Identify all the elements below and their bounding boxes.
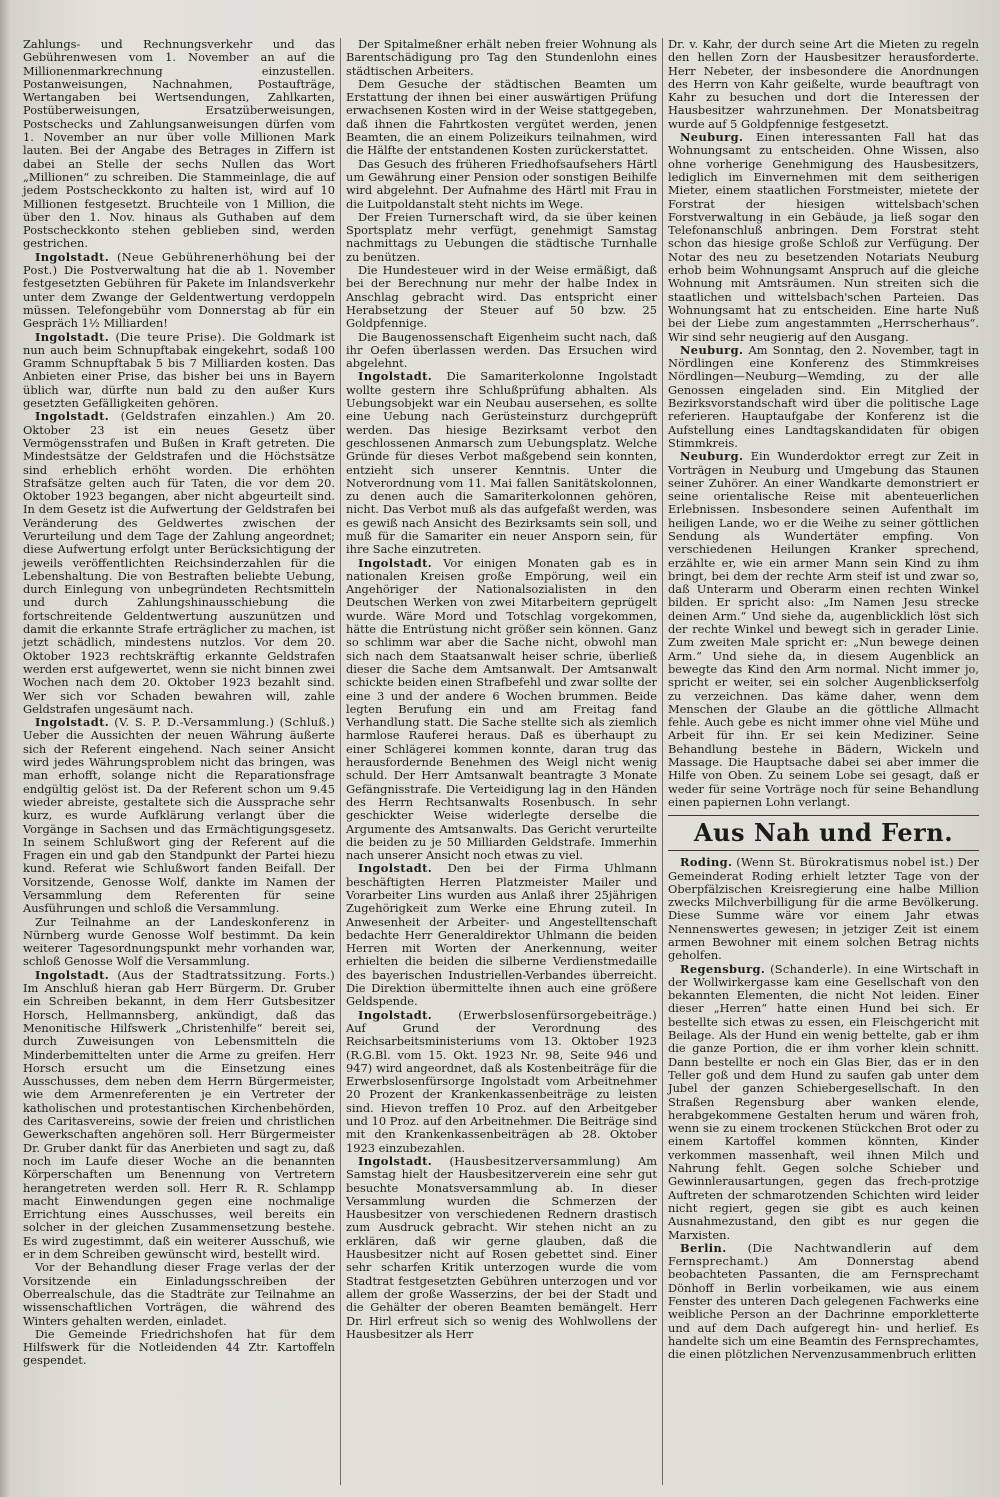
article-dateline: Roding. <box>680 855 733 870</box>
article-text: Das Gesuch des früheren Friedhofsaufsehers Härtl um Gewährung einer Pension oder sonstigen Beihilfe wird abgelehnt. Der Aufnahme des Härtl mit Frau in die Luitpoldanstalt steht nichts im Wege. <box>346 156 657 211</box>
article-paragraph <box>346 370 657 556</box>
article-paragraph <box>346 264 657 330</box>
column-left <box>18 38 340 1485</box>
article-text: Der Freien Turnerschaft wird, da sie über keinen Sportsplatz mehr verfügt, genehmigt Samstag nachmittags zu Uebungen die städtische Turnhalle zu benützen. <box>346 209 657 264</box>
article-paragraph <box>668 344 979 450</box>
article-subject: (Die teure Prise). <box>115 329 226 344</box>
article-subject: (Neue Gebührenerhöhung bei der Post.) <box>23 249 336 278</box>
article-paragraph <box>346 1155 657 1341</box>
article-text: Die Goldmark ist nun auch beim Schnupftabak eingekehrt, sodaß 100 Gramm Schnupftabak 5 bis 7 Milliarden kosten. Das Anbieten einer Prise, das bisher bei uns in Bayern üblich war, dürfte nun bald zu den außer Kurs gesetzten Gefälligkeiten gehören. <box>23 329 336 411</box>
article-paragraph <box>346 158 657 211</box>
article-paragraph <box>668 131 979 344</box>
article-paragraph <box>23 331 335 411</box>
column-middle <box>340 38 662 1485</box>
article-subject: (Geldstrafen einzahlen.) <box>120 409 276 424</box>
article-dateline: Neuburg. <box>680 130 744 145</box>
article-dateline: Ingolstadt. <box>35 967 110 982</box>
article-paragraph <box>668 1242 979 1362</box>
article-text: Den bei der Firma Uhlmann beschäftigten Herren Platzmeister Mailer und Vorarbeiter Lins wurden aus Anlaß ihrer 25jährigen Zugehörigkeit zum Werke eine Ehrung zuteil. In Anwesenheit der Arbeiter- und Angestelltenschaft bedachte Herr Generaldirektor Uhlmann die beiden Herren mit Worten der Anerkennung, weiter erhielten die beiden die silberne Verdienstmedaille des bayerischen Industriellen-Verbandes überreicht. Die Direktion übermittelte ihnen auch eine größere Geldspende. <box>346 861 658 1009</box>
article-paragraph <box>346 557 657 863</box>
article-text: Am Samstag hielt der Hausbesitzerverein eine sehr gut besuchte Monatsversammlung ab. In dieser Versammlung wurden die Schmerzen der Hausbesitzer von verschiedenen Rednern drastisch zum Ausdruck gebracht. Wir stehen nicht an zu erklären, daß wir gerne glauben, daß die Hausbesitzer nicht auf Rosen gebettet sind. Einer sehr scharfen Kritik unterzogen wurde die vom Stadtrat festgesetzten Gebühren unterzogen und vor allem der große Wasserzins, der bei der Stadt und die Gehälter der oberen Beamten bemängelt. Herr Dr. Hirl erfreut sich so wenig des Wohlwollens der Hausbesitzer als Herr <box>346 1153 658 1341</box>
article-text: Ueber die Aussichten der neuen Währung äußerte sich der Referent eingehend. Nach seiner Ansicht wird jedes Währungsproblem nicht das bringen, was man erhofft, solange nicht die Reparationsfrage endgültig gelöst ist. Da der Referent schon um 9.45 wieder abreiste, gestaltete sich die Aussprache sehr kurz, es wurde Aufklärung verlangt über die Vorgänge in Sachsen und das Ermächtigungsgesetz. In seinem Schlußwort ging der Referent auf die Fragen ein und gab den Standpunkt der Partei hiezu kund. Referat wie Schlußwort fanden Beifall. Der Vorsitzende, Genosse Wolf, dankte im Namen der Versammlung dem Referenten für seine Ausführungen und schloß die Versammlung. <box>23 728 335 916</box>
article-paragraph <box>346 78 657 158</box>
article-text: Vor der Behandlung dieser Frage verlas der der Vorsitzende ein Einladungsschreiben der Oberrealschule, das die Stadträte zur Teilnahme an wissenschaftlichen Vorträgen, die während des Winters gehalten werden, einladet. <box>23 1260 335 1328</box>
article-paragraph <box>23 716 335 915</box>
article-paragraph <box>23 38 335 251</box>
article-dateline: Regensburg. <box>680 961 766 976</box>
article-subject: (Schanderle). <box>770 961 852 976</box>
article-text: In eine Wirtschaft in der Wollwirkergasse kam eine Gesellschaft von den bekannten Elementen, die nicht Not leiden. Einer dieser „Herren“ hatte einen Hund bei sich. Er bestellte sich etwas zu essen, ein Fleischgericht mit Beilage. Als der Hund ein wenig bettelte, gab er ihm die ganze Portion, die er ihm vorher klein schnitt. Dann bestellte er noch ein Glas Bier, das er in den Teller goß und dem Hund zu saufen gab unter dem Jubel der ganzen Schiebergesellschaft. In den Straßen Regensburg aber wanken elende, herabgekommene Gestalten herum und wären froh, wenn sie zu einem trockenen Stückchen Brot oder zu einem Kartoffel kommen könnten, Kinder verkommen massenhaft, weil ihnen Milch und Nahrung fehlt. Gegen solche Schieber und Gewinnlerausartungen, gegen das frech-protzige Auftreten der schmarotzenden Schichten wird leider nicht regiert, gegen sie gibt es auch keinen Ausnahmezustand, den gibt es nur gegen die Marxisten. <box>668 961 979 1242</box>
article-text: Der Spitalmeßner erhält neben freier Wohnung als Barentschädigung pro Tag den Stundenlohn eines städtischen Arbeiters. <box>346 38 657 78</box>
article-paragraph <box>346 38 657 78</box>
article-paragraph <box>668 450 979 809</box>
article-subject: (Aus der Stadtratssitzung. Forts.) <box>117 967 336 982</box>
article-paragraph <box>23 969 335 1262</box>
article-paragraph <box>346 862 657 1008</box>
article-text: Am 20. Oktober 23 ist ein neues Gesetz über Vermögensstrafen und Bußen in Kraft getreten. Die Mindestsätze der Geldstrafen und die Höchstsätze sind erheblich erhöht worden. Die erhöhten Strafsätze gelten auch für Taten, die vor dem 20. Oktober 1923 begangen, aber nicht abgeurteilt sind. In dem Gesetz ist die Aufwertung der Geldstrafen bei Veränderung des Geldwertes zwischen der Verurteilung und dem Tage der Zahlung angeordnet; diese Aufwertung erfolgt unter Berücksichtigung der jeweils veröffentlichten Reichsinderzahlen für die Lebenshaltung. Die von Bestraften beliebte Uebung, durch Einlegung von unbegründeten Rechtsmitteln und durch Zahlungshinausschiebung die fortschreitende Geldentwertung auszunützen und damit die erkannte Strafe erträglicher zu machen, ist jetzt schädlich, mindestens nutzlos. Vor dem 20. Oktober 1923 rechtskräftig erkannte Geldstrafen werden erst aufgewertet, wenn sie nicht binnen zwei Wochen nach dem 20. Oktober 1923 bezahlt sind. Wer sich vor Schaden bewahren will, zahle Geldstrafen ungesäumt nach. <box>23 409 336 716</box>
column-container <box>18 38 984 1485</box>
article-text: Die Postverwaltung hat die ab 1. November festgesetzten Gebühren für Pakete im Inlandsverkehr unter dem Zwange der Geldentwertung verdoppeln müssen. Telefongebühr vom Donnerstag ab für ein Gespräch 1½ Milliarden! <box>23 263 335 331</box>
article-dateline: Ingolstadt. <box>35 329 110 344</box>
article-text: Die Samariterkolonne Ingolstadt wollte gestern ihre Schlußprüfung abhalten. Als Uebungsobjekt war ein Neubau ausersehen, es sollte eine Uebung nach Gerüsteinsturz durchgeprüft werden. Das hiesige Bezirksamt verbot den geschlossenen Anmarsch zum Uebungsplatz. Welche Gründe für dieses Verbot maßgebend sein konnten, entzieht sich unserer Kenntnis. Unter die Notverordnung vom 11. Mai fallen Sanitätskolonnen, zu denen auch die Samariterkolonnen gehören, nicht. Das Verbot muß als das aufgefaßt werden, was es gewiß nach Ansicht des Bezirksamts sein soll, und muß für die Samariter ein neuer Ansporn sein, für ihre Sache einzutreten. <box>346 369 658 557</box>
article-subject: (Hausbesitzerversammlung) <box>449 1153 621 1168</box>
article-paragraph <box>23 410 335 716</box>
article-dateline: Ingolstadt. <box>35 409 110 424</box>
article-dateline: Ingolstadt. <box>358 861 433 876</box>
article-paragraph <box>668 963 979 1242</box>
article-text: Dr. v. Kahr, der durch seine Art die Mieten zu regeln den hellen Zorn der Hausbesitzer herausforderte. Herr Nebeter, der insbesondere die Anordnungen des Herrn von Kahr geißelte, wurde beauftragt von Kahr zu besuchen und dort die Interessen der Hausbesitzer wahrzunehmen. Der Monatsbeitrag wurde auf 5 Goldpfennige festgesetzt. <box>668 38 979 131</box>
article-text: Dem Gesuche der städtischen Beamten um Erstattung der ihnen bei einer auswärtigen Prüfung erwachsenen Kosten wird in der Weise stattgegeben, daß ihnen die Fahrtkosten vergütet werden, jenen Beamten, die an einem Polizeikurs teilnahmen, wird die Hälfte der entstandenen Kosten zurückerstattet. <box>346 76 657 158</box>
article-text: Die Baugenossenschaft Eigenheim sucht nach, daß ihr Oefen überlassen werden. Das Ersuchen wird abgelehnt. <box>346 329 657 371</box>
article-paragraph <box>23 251 335 331</box>
article-paragraph <box>668 856 979 962</box>
article-paragraph <box>23 1328 335 1368</box>
article-paragraph <box>23 1261 335 1327</box>
article-text: Im Anschluß hieran gab Herr Bürgerm. Dr. Gruber ein Schreiben bekannt, in dem Herr Gutsbesitzer Horsch, Hellmannsberg, ankündigt, daß das Menonitische Hilfswerk „Christenhilfe“ bereit sei, durch Zuweisungen von Lebensmitteln die Minderbemittelten unter die Arme zu greifen. Herr Horsch ersucht um die Einsetzung eines Ausschusses, dem neben dem Herrn Bürgermeister, wie dem Armenreferenten je ein Vertreter der katholischen und protestantischen Kirchenbehörden, des Caritasvereins, sowie der freien und christlichen Gewerkschaften angehören soll. Herr Bürgermeister Dr. Gruber dankt für das Anerbieten und sagt zu, daß noch im Laufe dieser Woche an die benannten Körperschaften um Benennung von Vertretern herangetreten werden soll. Herr R. R. Schlampp macht Einwendungen gegen eine nochmalige Errichtung eines Ausschusses, weil bereits ein solcher in der gleichen Zusammensetzung bestehe. Es wird zugestimmt, daß ein weiterer Ausschuß, wie er in dem Schreiben gewünscht wird, bestellt wird. <box>23 981 335 1262</box>
section-heading: Aus Nah und Fern. <box>668 815 979 851</box>
article-paragraph <box>668 38 979 131</box>
article-text: Die Gemeinde Friedrichshofen hat für dem Hilfswerk für die Notleidenden 44 Ztr. Kartoffeln gespendet. <box>23 1326 335 1368</box>
article-subject: (Wenn St. Bürokratismus nobel ist.) <box>736 855 954 870</box>
article-paragraph <box>346 211 657 264</box>
article-text: Die Hundesteuer wird in der Weise ermäßigt, daß bei der Berechnung nur mehr der halbe Index in Anschlag gebracht wird. Das entspricht einer Herabsetzung der Steuer auf 50 bzw. 25 Goldpfennige. <box>346 263 657 331</box>
article-dateline: Neuburg. <box>680 449 744 464</box>
page-binding-edge <box>0 0 10 1497</box>
article-dateline: Ingolstadt. <box>358 1153 433 1168</box>
article-text: Am Donnerstag abend beobachteten Passanten, die am Fernsprechamt Dönhoff in Berlin vorbeikamen, wie aus einem Fenster des unteren Dach gelegenen Fachwerks eine weibliche Person an der Dachrinne emporkletterte und auf dem Dach aufgeregt hin- und herlief. Es handelte sich um eine Beamtin des Fernsprechamtes, die einen plötzlichen Nervenzusammenbruch erlitten <box>668 1254 979 1362</box>
article-text: Am Sonntag, den 2. November, tagt in Nördlingen eine Konferenz des Stimmkreises Nördlingen—Neuburg—Wemding, zu der alle Genossen eingeladen sind. Ein Mitglied der Bezirksvorstandschaft wird über die politische Lage referieren. Hauptaufgabe der Konferenz ist die Aufstellung eines Landtagskandidaten für obigen Stimmkreis. <box>668 342 980 450</box>
article-paragraph <box>23 916 335 969</box>
article-text: Zur Teilnahme an der Landeskonferenz in Nürnberg wurde Genosse Wolf bestimmt. Da kein weiterer Tagesordnungspunkt mehr vorhanden war, schloß Genosse Wolf die Versammlung. <box>23 914 335 969</box>
article-dateline: Neuburg. <box>680 342 744 357</box>
article-text: Vor einigen Monaten gab es in nationalen Kreisen große Empörung, weil ein Angehöriger der Nationalsozialisten in den Deutschen Werken von zwei Mitarbeitern geprügelt wurde. Wäre Mord und Totschlag vorgekommen, hätte die Entrüstung nicht größer sein können. Ganz so schlimm war aber die Sache nicht, obwohl man sich nach dem Staatsanwalt heiser schrie, überließ dieser die Sache dem Amtsanwalt. Der Amtsanwalt schickte beiden einen Strafbefehl und zwar sollte der eine 3 und der andere 6 Wochen brummen. Beide legten Berufung ein und am Freitag fand Verhandlung statt. Die Sache stellte sich als ziemlich harmlose Rauferei heraus. Daß es überhaupt zu einer Schlägerei kommen konnte, daran trug das herausfordernde Benehmen des Weigl nicht wenig schuld. Der Herr Amtsanwalt beantragte 3 Monate Gefängnisstrafe. Die Verteidigung lag in den Händen des Herrn Rechtsanwalts Rosenbusch. In sehr geschickter Weise widerlegte derselbe die Argumente des Amtsanwalts. Das Gericht verurteilte die beiden zu je 50 Milliarden Geldstrafe. Immerhin nach unserer Ansicht noch etwas zu viel. <box>346 555 658 863</box>
article-text: Zahlungs- und Rechnungsverkehr und das Gebührenwesen vom 1. November an auf die Millionenmarkrechnung einzustellen. Postanweisungen, Nachnahmen, Postaufträge, Wertangaben bei Wertsendungen, Zahlkarten, Postüberweisungen, Ersatzüberweisungen, Postschecks und Zahlungsanweisungen dürfen vom 1. November an nur über volle Millionen Mark lauten. Bei der Angabe des Betrages in Ziffern ist dabei an Stelle der sechs Nullen das Wort „Millionen“ zu schreiben. Die Stammeinlage, die auf jedem Postscheckkonto zu halten ist, wird auf 10 Millionen festgesetzt. Bruchteile von 1 Million, die über den 1. Nov. hinaus als Guthaben auf dem Postscheckkonto stehen geblieben sind, werden gestrichen. <box>23 38 335 251</box>
article-dateline: Ingolstadt. <box>358 1007 433 1022</box>
article-text: Ein Wunderdoktor erregt zur Zeit in Vorträgen in Neuburg und Umgebung das Staunen seiner Zuhörer. An einer Wandkarte demonstriert er seine orientalische Reise mit abenteuerlichen Erlebnissen. Insbesondere seinen Aufenthalt im heiligen Lande, wo er die Weihe zu seiner göttlichen Sendung als Wundertäter empfing. Von verschiedenen Heilungen Kranker sprechend, erzählte er, wie ein armer Mann sein Kind zu ihm bringt, bei dem der rechte Arm steif ist und zwar so, daß Unterarm und Oberarm einen rechten Winkel bilden. Er spricht also: „Im Namen Jesu strecke deinen Arm.“ Und siehe da, augenblicklich löst sich der rechte Winkel und bewegt sich in gerader Linie. Zum zweiten Male spricht er: „Nun bewege deinen Arm.“ Und siehe da, in diesem Augenblick an bewegte das Kind den Arm normal. Nicht immer jo, spricht er weiter, sei ein solcher Augenblickserfolg zu verzeichnen. Das käme daher, wenn dem Menschen der Glaube an die göttliche Allmacht fehle. Auch gebe es nicht immer ohne viel Mühe und Arbeit für ihn. Er sei kein Mediziner. Seine Behandlung bestehe in Bädern, Wickeln und Massage. Die Hauptsache dabei sei aber immer die Hilfe von Oben. Zu seinem Lobe sei gesagt, daß er weder für seine Vorträge noch für seine Behandlung einen papiernen Lohn verlangt. <box>668 449 980 809</box>
article-subject: (Erwerbslosenfürsorgebeiträge.) <box>458 1007 657 1022</box>
article-paragraph <box>346 1009 657 1155</box>
article-text: Der Gemeinderat Roding erhielt letzter Tage von der Oberpfälzischen Kreisregierung eine halbe Million zwecks Milchverbilligung für die arme Bevölkerung. Diese Summe wäre vor einem Jahr etwas Nennenswertes gewesen; in jetziger Zeit ist einem armen Bewohner mit einem solchen Betrag nichts geholfen. <box>668 855 979 963</box>
article-text: Einen interessanten Fall hat das Wohnungsamt zu entscheiden. Ohne Wissen, also ohne vorherige Genehmigung des Hausbesitzers, lediglich im Einvernehmen mit dem seitherigen Mieter, einem staatlichen Forstmeister, mietete der Forstrat der hiesigen wittelsbach'schen Forstverwaltung in ein Gebäude, ja ließ sogar den Telefonanschluß anbringen. Dem Forstrat steht schon das hiesige große Schloß zur Verfügung. Der Notar des neu zu besetzenden Notariats Neuburg erhob beim Wohnungsamt Anspruch auf die gleiche Wohnung mit Amtsräumen. Nun streiten sich die staatlichen und wittelsbach'schen Parteien. Das Wohnungsamt hat zu entscheiden. Eine harte Nuß bei der Liebe zum angestammten „Herrscherhaus“. Wir sind sehr neugierig auf den Ausgang. <box>668 130 979 344</box>
article-paragraph <box>346 331 657 371</box>
column-right <box>662 38 984 1485</box>
article-dateline: Ingolstadt. <box>358 369 433 384</box>
article-text: Auf Grund der Verordnung des Reichsarbeitsministeriums vom 13. Oktober 1923 (R.G.Bl. vom 15. Okt. 1923 Nr. 98, Seite 946 und 947) wird angeordnet, daß als Kostenbeiträge für die Erwerbslosenfürsorge Ingolstadt vom Arbeitnehmer 20 Prozent der Krankenkassenbeiträge zu leisten sind. Hievon treffen 10 Proz. auf den Arbeitgeber und 10 Proz. auf den Arbeitnehmer. Die Beiträge sind mit den Krankenkassenbeiträgen ab 28. Oktober 1923 einzubezahlen. <box>346 1020 657 1155</box>
article-dateline: Berlin. <box>680 1240 727 1255</box>
article-subject: (V. S. P. D.-Versammlung.) (Schluß.) <box>114 715 335 730</box>
article-subject: (Die Nachtwandlerin auf dem Fernsprechamt.) <box>668 1240 979 1269</box>
article-dateline: Ingolstadt. <box>35 249 110 264</box>
article-dateline: Ingolstadt. <box>35 715 110 730</box>
article-dateline: Ingolstadt. <box>358 555 433 570</box>
